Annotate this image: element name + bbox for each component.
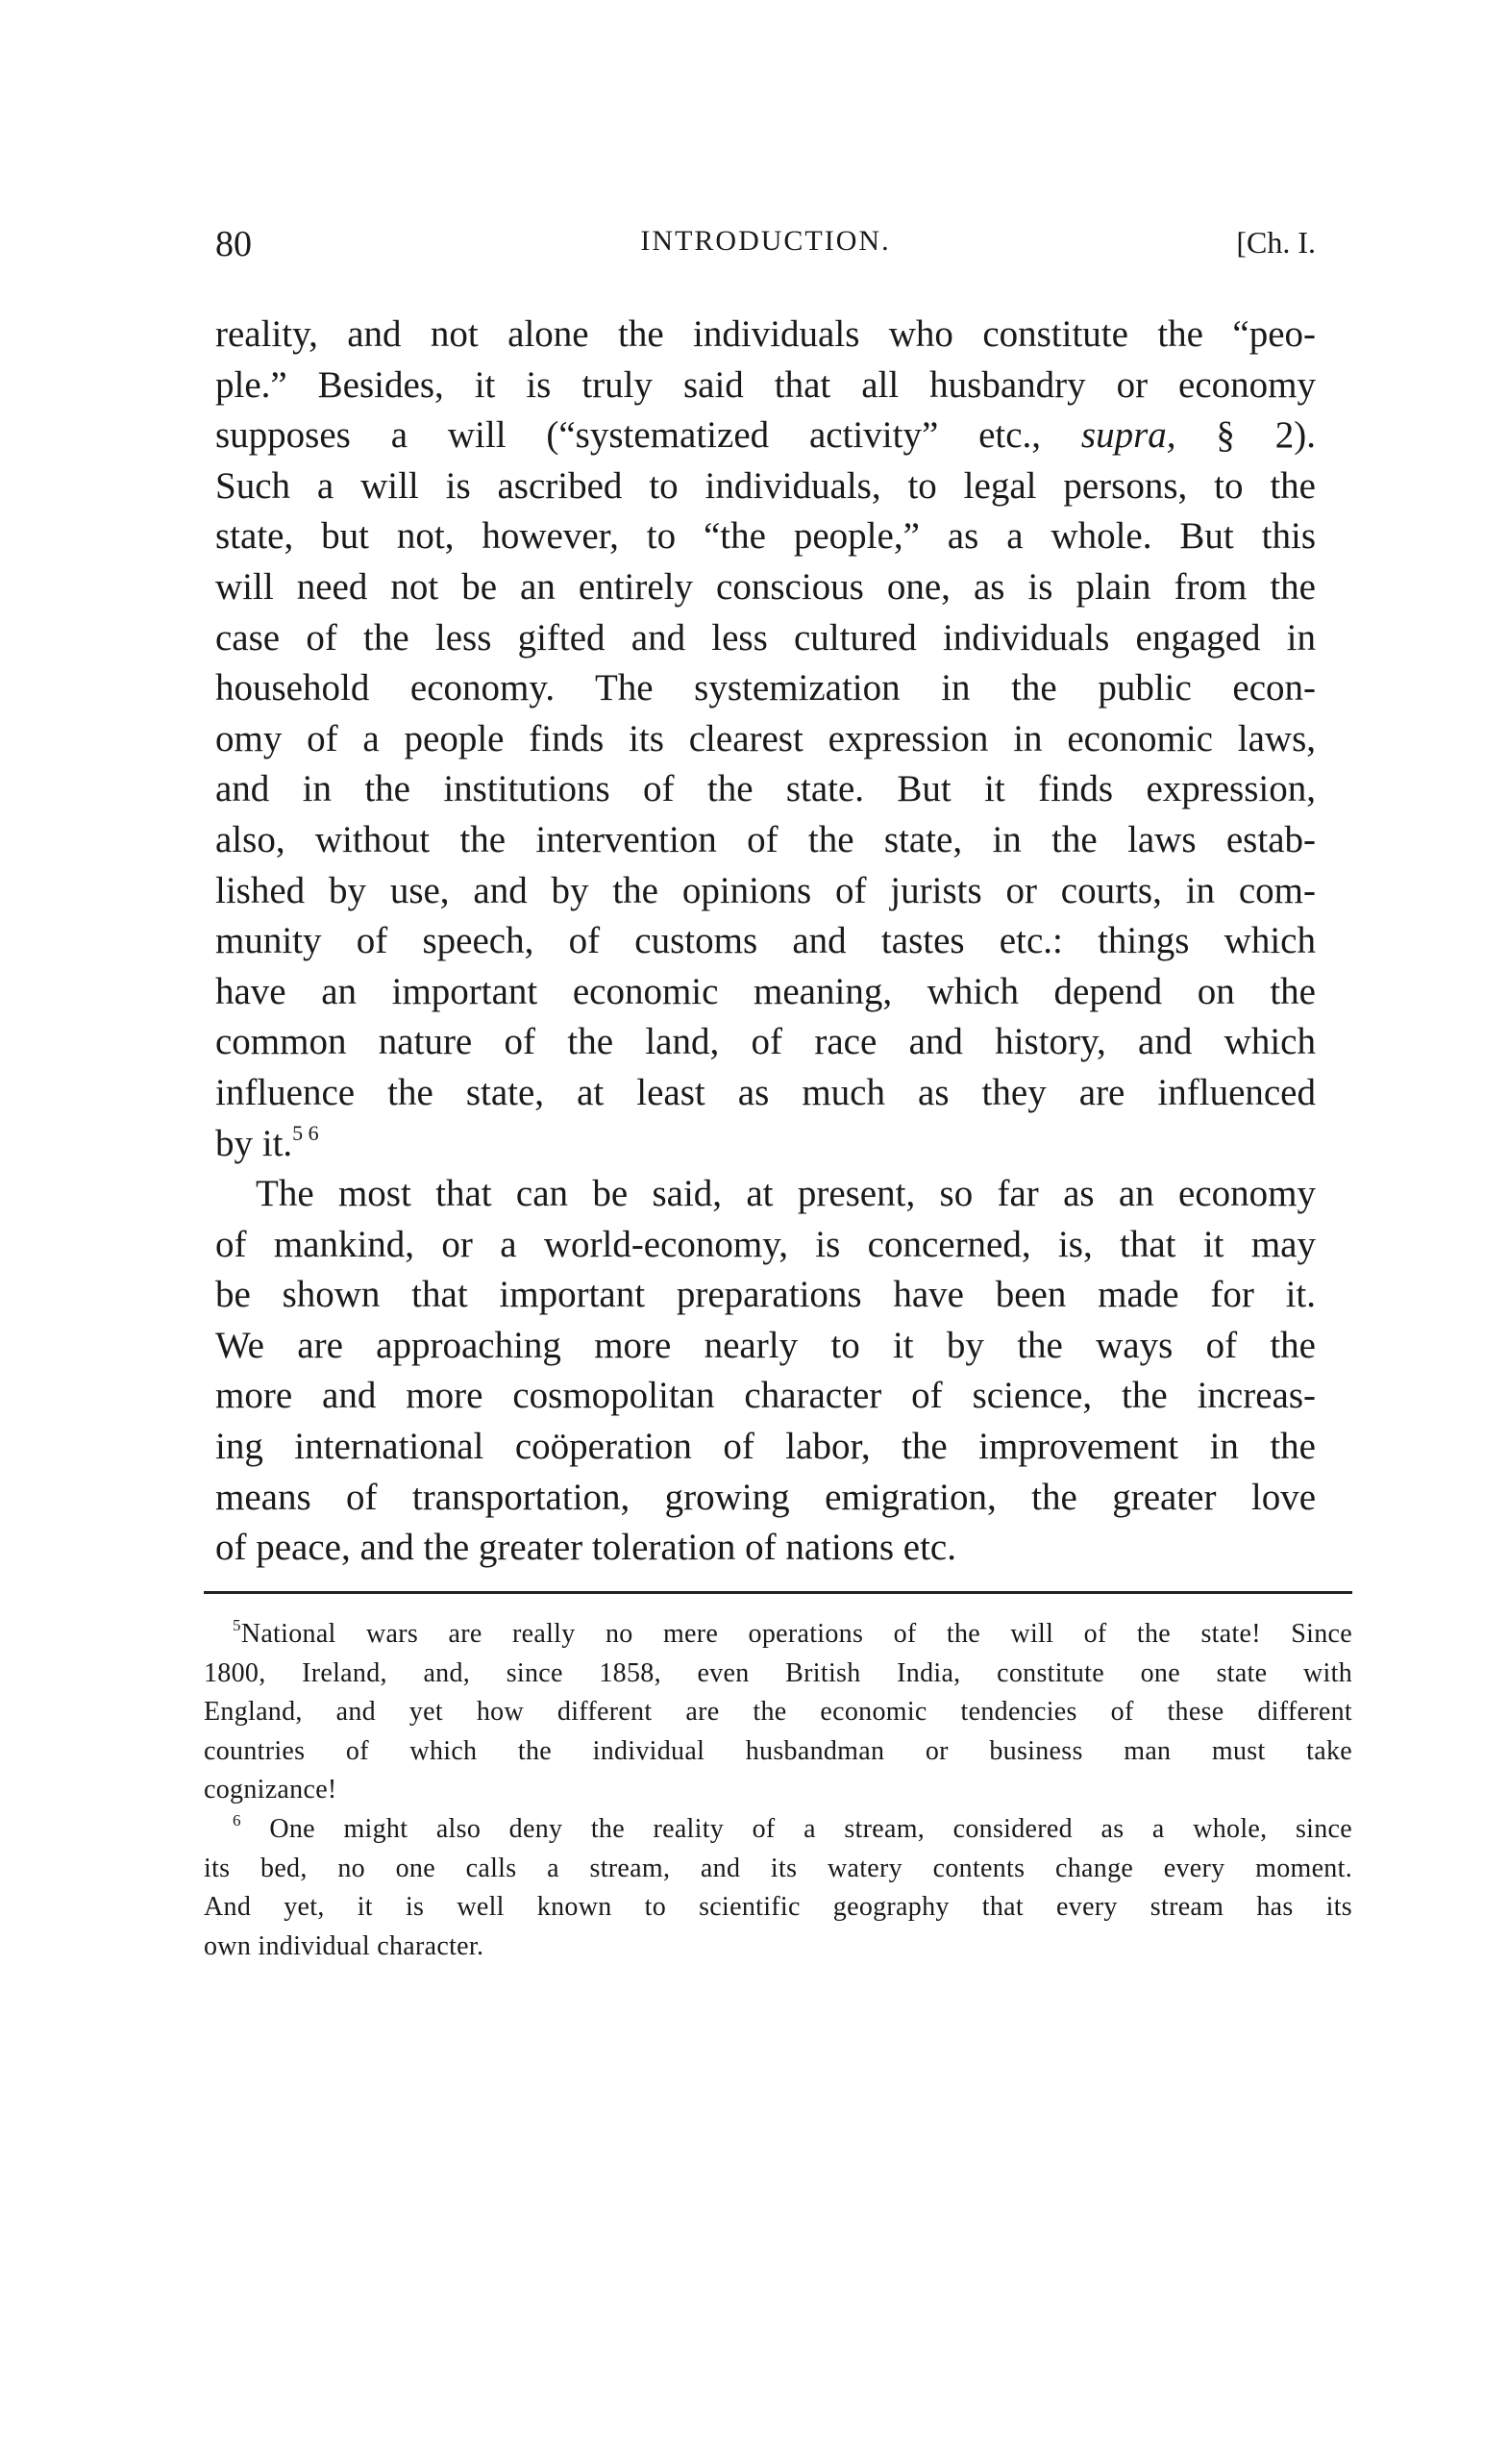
text-segment: be shown that important preparations have been made for it. bbox=[215, 1274, 1316, 1316]
text-line bbox=[215, 1371, 1316, 1422]
text-segment: ing international coöperation of labor, the improvement in the bbox=[215, 1426, 1316, 1468]
text-segment: household economy. The systemization in the public econ- bbox=[215, 667, 1316, 709]
text-line bbox=[215, 1220, 1316, 1271]
text-line bbox=[215, 1270, 1316, 1321]
text-segment: ple.” Besides, it is truly said that all husbandry or economy bbox=[215, 363, 1316, 406]
text-line bbox=[215, 562, 1316, 613]
text-segment: omy of a people finds its clearest expression in economic laws, bbox=[215, 717, 1316, 759]
footnote-divider bbox=[204, 1591, 1352, 1594]
text-segment: own individual character. bbox=[204, 1930, 484, 1961]
running-title: INTRODUCTION. bbox=[640, 225, 891, 257]
body-text bbox=[215, 310, 1316, 1574]
text-segment: 1800, Ireland, and, since 1858, even British India, constitute one state with bbox=[204, 1657, 1352, 1688]
text-line bbox=[215, 1473, 1316, 1524]
paragraph bbox=[215, 310, 1316, 1169]
text-line bbox=[215, 1523, 1316, 1574]
text-line bbox=[215, 714, 1316, 765]
text-line bbox=[215, 663, 1316, 714]
text-line bbox=[215, 1119, 1316, 1170]
text-line bbox=[215, 1422, 1316, 1473]
text-line bbox=[215, 1169, 1316, 1220]
text-segment: cognizance! bbox=[204, 1775, 337, 1805]
text-line bbox=[215, 866, 1316, 917]
text-segment: The most that can be said, at present, so far as an economy bbox=[256, 1173, 1316, 1215]
text-segment: also, without the intervention of the state, in the laws estab- bbox=[215, 818, 1316, 860]
text-line bbox=[215, 613, 1316, 664]
text-line bbox=[215, 1068, 1316, 1119]
text-segment: its bed, no one calls a stream, and its watery contents change every moment. bbox=[204, 1853, 1352, 1883]
text-line bbox=[215, 511, 1316, 562]
text-line bbox=[204, 1693, 1352, 1732]
text-segment: means of transportation, growing emigration, the greater love bbox=[215, 1476, 1316, 1518]
text-line bbox=[204, 1771, 1352, 1810]
text-segment: One might also deny the reality of a stream, considered as a whole, since bbox=[240, 1813, 1352, 1844]
text-segment: by it. bbox=[215, 1122, 293, 1164]
text-line bbox=[215, 1017, 1316, 1068]
text-line bbox=[215, 916, 1316, 967]
text-segment: have an important economic meaning, which depend on the bbox=[215, 970, 1316, 1012]
text-segment: of mankind, or a world-economy, is concerned, is, that it may bbox=[215, 1223, 1316, 1265]
text-line bbox=[215, 411, 1316, 461]
text-segment: of peace, and the greater toleration of nations etc. bbox=[215, 1527, 956, 1569]
italic-text: supra, bbox=[1080, 414, 1176, 457]
footnotes bbox=[204, 1615, 1352, 1966]
paragraph bbox=[215, 1169, 1316, 1574]
text-line bbox=[204, 1732, 1352, 1772]
footnote-marker: 5 6 bbox=[292, 1120, 319, 1145]
text-line bbox=[215, 967, 1316, 1018]
text-segment: common nature of the land, of race and history, and which bbox=[215, 1021, 1316, 1063]
footnote bbox=[204, 1810, 1352, 1966]
text-line bbox=[204, 1615, 1352, 1655]
text-line bbox=[215, 361, 1316, 411]
text-segment: We are approaching more nearly to it by the ways of the bbox=[215, 1324, 1316, 1366]
text-segment: case of the less gifted and less cultured individuals engaged in bbox=[215, 616, 1316, 659]
text-line bbox=[215, 310, 1316, 361]
text-segment: reality, and not alone the individuals who constitute the “peo- bbox=[215, 313, 1316, 355]
footnote-marker: 6 bbox=[233, 1810, 241, 1829]
text-segment: will need not be an entirely conscious one, as is plain from the bbox=[215, 565, 1316, 608]
text-line bbox=[215, 815, 1316, 866]
text-line bbox=[204, 1810, 1352, 1850]
page-number: 80 bbox=[215, 224, 252, 264]
text-segment: influence the state, at least as much as they are influenced bbox=[215, 1071, 1316, 1113]
text-segment: more and more cosmopolitan character of science, the increas- bbox=[215, 1375, 1316, 1417]
chapter-label: [Ch. I. bbox=[1236, 225, 1316, 260]
text-segment: lished by use, and by the opinions of jurists or courts, in com- bbox=[215, 869, 1316, 911]
text-segment: National wars are really no mere operations of the will of the state! Since bbox=[240, 1619, 1352, 1649]
footnote bbox=[204, 1615, 1352, 1810]
text-segment: supposes a will (“systematized activity” etc., bbox=[215, 414, 1081, 457]
text-line bbox=[215, 461, 1316, 512]
text-line bbox=[204, 1850, 1352, 1889]
text-line bbox=[204, 1928, 1352, 1967]
text-segment: England, and yet how different are the economic tendencies of these different bbox=[204, 1697, 1352, 1728]
text-segment: state, but not, however, to “the people,” as a whole. But this bbox=[215, 515, 1316, 558]
text-segment: And yet, it is well known to scientific geography that every stream has its bbox=[204, 1892, 1352, 1923]
text-line bbox=[204, 1888, 1352, 1928]
text-segment: countries of which the individual husbandman or business man must take bbox=[204, 1735, 1352, 1766]
text-line bbox=[215, 764, 1316, 815]
text-line bbox=[215, 1321, 1316, 1372]
text-segment: munity of speech, of customs and tastes etc.: things which bbox=[215, 920, 1316, 962]
running-header bbox=[215, 223, 1316, 271]
text-segment: § 2). bbox=[1175, 414, 1316, 457]
text-line bbox=[204, 1655, 1352, 1694]
text-segment: and in the institutions of the state. But it finds expression, bbox=[215, 768, 1316, 810]
footnote-marker: 5 bbox=[233, 1616, 241, 1634]
text-segment: Such a will is ascribed to individuals, to legal persons, to the bbox=[215, 464, 1316, 507]
